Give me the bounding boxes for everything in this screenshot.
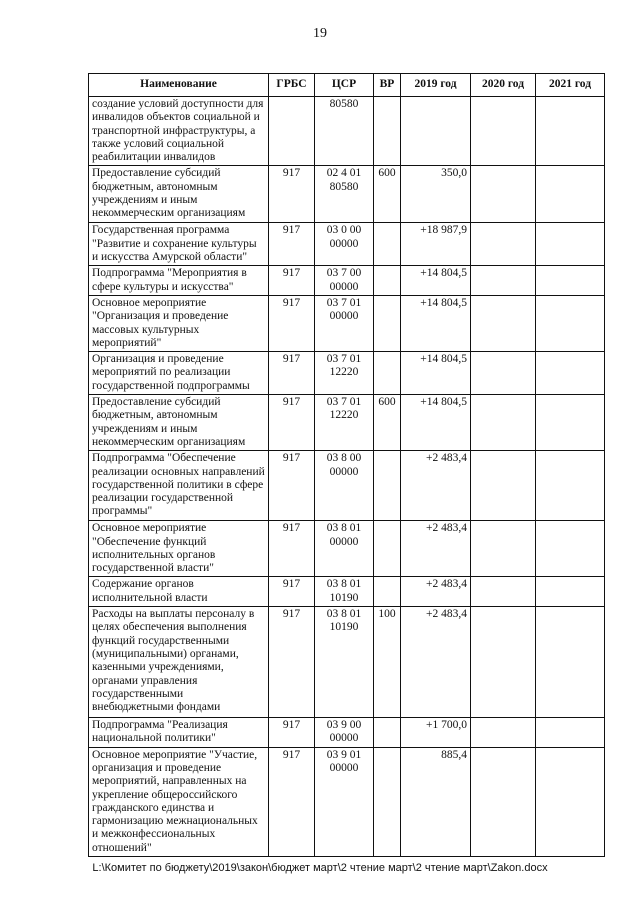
cell-csr: 03 9 01 00000: [315, 747, 374, 856]
table-row: [89, 166, 605, 223]
cell-2021: [536, 97, 605, 166]
cell-2021: [536, 607, 605, 718]
cell-name: Основное мероприятие "Обеспечение функций исполнительных органов государственной власти": [89, 521, 269, 577]
header-grbs: ГРБС: [269, 74, 315, 97]
cell-name: Подпрограмма "Мероприятия в сфере культуры и искусства": [89, 266, 269, 296]
cell-vr: [374, 266, 401, 296]
cell-name: Расходы на выплаты персоналу в целях обеспечения выполнения функций государственными (муниципальными) органами, казенными учреждениями, органами управления государственными внебюджетными фондами: [89, 607, 269, 718]
cell-2020: [471, 747, 536, 856]
cell-csr: 03 0 00 00000: [315, 223, 374, 266]
cell-2021: [536, 577, 605, 607]
cell-csr: 03 8 01 10190: [315, 607, 374, 718]
cell-name: Основное мероприятие "Организация и проведение массовых культурных мероприятий": [89, 295, 269, 351]
cell-2020: [471, 718, 536, 748]
cell-grbs: 917: [269, 521, 315, 577]
cell-grbs: 917: [269, 266, 315, 296]
table-row: [89, 395, 605, 451]
cell-vr: [374, 718, 401, 748]
cell-csr: 03 8 01 10190: [315, 577, 374, 607]
cell-csr: 03 7 00 00000: [315, 266, 374, 296]
cell-vr: [374, 747, 401, 856]
cell-name: Подпрограмма "Обеспечение реализации основных направлений государственной политики в сфере реализации государственной программы": [89, 451, 269, 521]
cell-vr: [374, 295, 401, 351]
cell-2019: +14 804,5: [401, 266, 471, 296]
header-2019: 2019 год: [401, 74, 471, 97]
cell-2021: [536, 223, 605, 266]
cell-2021: [536, 451, 605, 521]
cell-csr: 02 4 01 80580: [315, 166, 374, 223]
cell-vr: [374, 97, 401, 166]
cell-name: Предоставление субсидий бюджетным, автономным учреждениям и иным некоммерческим организациям: [89, 166, 269, 223]
header-vr: ВР: [374, 74, 401, 97]
cell-2020: [471, 395, 536, 451]
cell-2020: [471, 166, 536, 223]
table-row: [89, 352, 605, 395]
cell-2021: [536, 718, 605, 748]
cell-2021: [536, 295, 605, 351]
cell-grbs: 917: [269, 747, 315, 856]
cell-name: Государственная программа "Развитие и сохранение культуры и искусства Амурской области": [89, 223, 269, 266]
table-row: [89, 97, 605, 166]
cell-2019: +2 483,4: [401, 521, 471, 577]
cell-2020: [471, 97, 536, 166]
cell-csr: 03 8 01 00000: [315, 521, 374, 577]
cell-2019: 885,4: [401, 747, 471, 856]
cell-2019: +2 483,4: [401, 451, 471, 521]
cell-name: Предоставление субсидий бюджетным, автономным учреждениям и иным некоммерческим организациям: [89, 395, 269, 451]
cell-grbs: [269, 97, 315, 166]
cell-vr: 100: [374, 607, 401, 718]
table-row: [89, 747, 605, 856]
cell-2020: [471, 607, 536, 718]
header-name: Наименование: [89, 74, 269, 97]
cell-name: создание условий доступности для инвалидов объектов социальной и транспортной инфраструктуры, а также условий социальной реабилитации инвалидов: [89, 97, 269, 166]
cell-grbs: 917: [269, 451, 315, 521]
cell-2020: [471, 352, 536, 395]
cell-2020: [471, 521, 536, 577]
cell-2019: +1 700,0: [401, 718, 471, 748]
cell-grbs: 917: [269, 295, 315, 351]
cell-grbs: 917: [269, 166, 315, 223]
cell-2020: [471, 266, 536, 296]
table-row: [89, 607, 605, 718]
cell-2021: [536, 166, 605, 223]
table-row: [89, 577, 605, 607]
table-row: [89, 451, 605, 521]
cell-csr: 03 9 00 00000: [315, 718, 374, 748]
cell-2021: [536, 747, 605, 856]
cell-vr: 600: [374, 166, 401, 223]
cell-csr: 03 7 01 00000: [315, 295, 374, 351]
cell-2019: +14 804,5: [401, 352, 471, 395]
cell-2019: [401, 97, 471, 166]
cell-name: Организация и проведение мероприятий по реализации государственной подпрограммы: [89, 352, 269, 395]
header-csr: ЦСР: [315, 74, 374, 97]
cell-vr: [374, 223, 401, 266]
cell-name: Подпрограмма "Реализация национальной политики": [89, 718, 269, 748]
cell-2020: [471, 577, 536, 607]
cell-2019: +2 483,4: [401, 577, 471, 607]
cell-grbs: 917: [269, 718, 315, 748]
cell-2019: +18 987,9: [401, 223, 471, 266]
cell-csr: 80580: [315, 97, 374, 166]
cell-vr: 600: [374, 395, 401, 451]
header-2020: 2020 год: [471, 74, 536, 97]
cell-2020: [471, 295, 536, 351]
table-row: [89, 295, 605, 351]
table-row: [89, 521, 605, 577]
cell-grbs: 917: [269, 607, 315, 718]
cell-grbs: 917: [269, 395, 315, 451]
cell-vr: [374, 521, 401, 577]
cell-2019: +14 804,5: [401, 395, 471, 451]
budget-table: [88, 73, 605, 857]
table-header-row: [89, 74, 605, 97]
cell-vr: [374, 352, 401, 395]
cell-csr: 03 7 01 12220: [315, 352, 374, 395]
header-2021: 2021 год: [536, 74, 605, 97]
cell-2021: [536, 395, 605, 451]
cell-2019: 350,0: [401, 166, 471, 223]
file-path-footer: L:\Комитет по бюджету\2019\закон\бюджет март\2 чтение март\2 чтение март\Zakon.docx: [92, 862, 548, 874]
cell-vr: [374, 451, 401, 521]
table-row: [89, 718, 605, 748]
cell-name: Содержание органов исполнительной власти: [89, 577, 269, 607]
cell-grbs: 917: [269, 223, 315, 266]
cell-csr: 03 7 01 12220: [315, 395, 374, 451]
cell-2021: [536, 266, 605, 296]
cell-2019: +14 804,5: [401, 295, 471, 351]
cell-2019: +2 483,4: [401, 607, 471, 718]
cell-grbs: 917: [269, 577, 315, 607]
cell-2021: [536, 521, 605, 577]
cell-2020: [471, 223, 536, 266]
cell-name: Основное мероприятие "Участие, организация и проведение мероприятий, направленных на укрепление общероссийского гражданского единства и гармонизацию межнациональных и межконфессиональных отношений": [89, 747, 269, 856]
page-number: 19: [313, 26, 327, 41]
cell-2020: [471, 451, 536, 521]
cell-vr: [374, 577, 401, 607]
cell-2021: [536, 352, 605, 395]
table-row: [89, 266, 605, 296]
cell-csr: 03 8 00 00000: [315, 451, 374, 521]
table-row: [89, 223, 605, 266]
cell-grbs: 917: [269, 352, 315, 395]
